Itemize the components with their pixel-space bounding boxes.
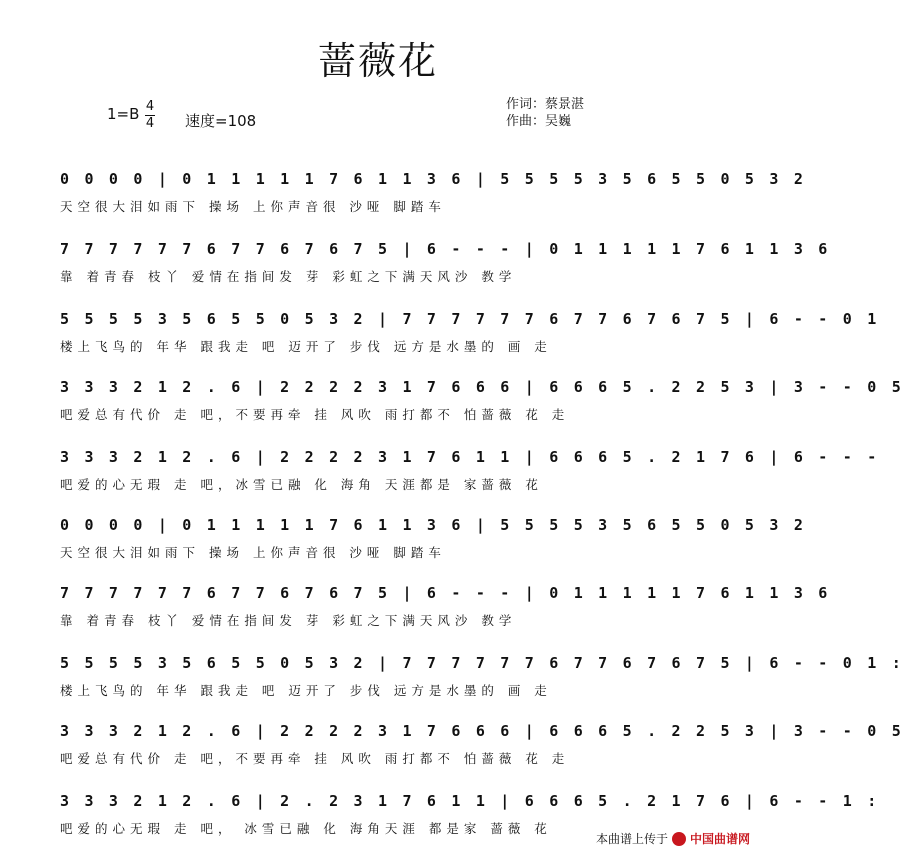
score-row-3 — [60, 310, 880, 360]
key-signature: 1=B — [107, 105, 140, 123]
credits — [506, 96, 584, 130]
score-row-2 — [60, 240, 831, 290]
site-logo-icon — [672, 832, 686, 846]
notation-line: 5 5 5 5 3 5 6 5 5 0 5 3 2 | 7 7 7 7 7 7 6 7 7 6 7 6 7 5 | 6 - - 0 1 : — [60, 654, 904, 672]
score-row-5 — [60, 448, 880, 498]
time-signature-denominator: 4 — [145, 116, 155, 131]
lyrics-line: 靠 着青春 枝丫 爱情在指间发 芽 彩虹之下满天风沙 教学 — [60, 613, 517, 628]
score-row-4 — [60, 378, 904, 428]
score-row-7 — [60, 584, 831, 634]
notation-line: 3 3 3 2 1 2 . 6 | 2 2 2 2 3 1 7 6 1 1 | 6 6 6 5 . 2 1 7 6 | 6 - - - — [60, 448, 880, 466]
notation-line: 3 3 3 2 1 2 . 6 | 2 2 2 2 3 1 7 6 6 6 | 6 6 6 5 . 2 2 5 3 | 3 - - 0 5 — [60, 722, 904, 740]
site-name: 中国曲谱网 — [689, 832, 750, 846]
score-row-8 — [60, 654, 904, 704]
lyrics-line: 吧爱的心无瑕 走 吧，冰雪已融 化 海角 天涯都是 家蔷薇 花 — [60, 477, 543, 492]
score-row-9 — [60, 722, 904, 772]
time-signature — [145, 100, 155, 131]
song-title: 蔷薇花 — [317, 39, 438, 83]
lyricist-credit: 作词：蔡景湛 — [506, 97, 585, 112]
lyrics-line: 吧爱总有代价 走 吧，不要再牵 挂 风吹 雨打都不 怕蔷薇 花 走 — [60, 407, 570, 422]
notation-line: 7 7 7 7 7 7 6 7 7 6 7 6 7 5 | 6 - - - | 0 1 1 1 1 1 7 6 1 1 3 6 — [60, 584, 831, 602]
lyrics-line: 天空很大泪如雨下 操场 上你声音很 沙哑 脚踏车 — [60, 545, 446, 560]
upload-note: 本曲谱上传于 — [595, 832, 668, 846]
score-row-1 — [60, 170, 807, 220]
score-row-6 — [60, 516, 807, 566]
notation-line: 3 3 3 2 1 2 . 6 | 2 2 2 2 3 1 7 6 6 6 | 6 6 6 5 . 2 2 5 3 | 3 - - 0 5 — [60, 378, 904, 396]
notation-line: 7 7 7 7 7 7 6 7 7 6 7 6 7 5 | 6 - - - | 0 1 1 1 1 1 7 6 1 1 3 6 — [60, 240, 831, 258]
notation-line: 0 0 0 0 | 0 1 1 1 1 1 7 6 1 1 3 6 | 5 5 5 5 3 5 6 5 5 0 5 3 2 — [60, 516, 807, 534]
composer-credit: 作曲：吴巍 — [506, 114, 572, 129]
notation-line: 0 0 0 0 | 0 1 1 1 1 1 7 6 1 1 3 6 | 5 5 5 5 3 5 6 5 5 0 5 3 2 — [60, 170, 807, 188]
lyrics-line: 靠 着青春 枝丫 爱情在指间发 芽 彩虹之下满天风沙 教学 — [60, 269, 517, 284]
lyrics-line: 吧爱总有代价 走 吧，不要再牵 挂 风吹 雨打都不 怕蔷薇 花 走 — [60, 751, 570, 766]
tempo-marking: 速度=108 — [185, 112, 257, 130]
footer — [596, 830, 750, 847]
lyrics-line: 楼上飞鸟的 年华 跟我走 吧 迈开了 步伐 远方是水墨的 画 走 — [60, 683, 552, 698]
notation-line: 3 3 3 2 1 2 . 6 | 2 . 2 3 1 7 6 1 1 | 6 6 6 5 . 2 1 7 6 | 6 - - 1 : — [60, 792, 880, 810]
lyrics-line: 楼上飞鸟的 年华 跟我走 吧 迈开了 步伐 远方是水墨的 画 走 — [60, 339, 552, 354]
time-signature-numerator: 4 — [145, 99, 155, 114]
notation-line: 5 5 5 5 3 5 6 5 5 0 5 3 2 | 7 7 7 7 7 7 6 7 7 6 7 6 7 5 | 6 - - 0 1 — [60, 310, 880, 328]
lyrics-line: 吧爱的心无瑕 走 吧， 冰雪已融 化 海角天涯 都是家 蔷薇 花 — [60, 821, 552, 836]
lyrics-line: 天空很大泪如雨下 操场 上你声音很 沙哑 脚踏车 — [60, 199, 446, 214]
